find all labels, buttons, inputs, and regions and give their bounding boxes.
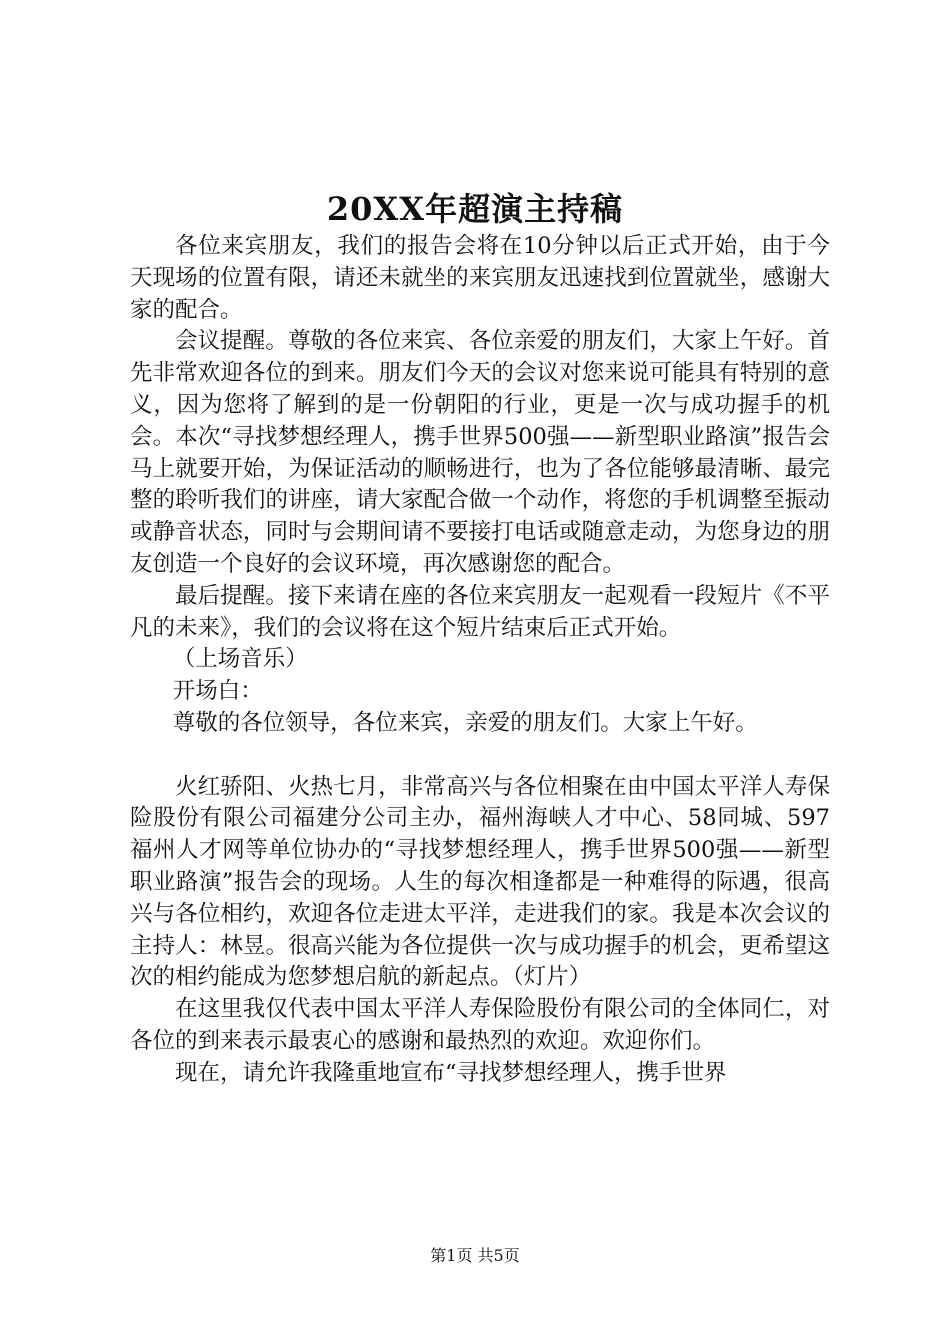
paragraph: 各位来宾朋友，我们的报告会将在10分钟以后正式开始，由于今天现场的位置有限，请还未就坐的来宾朋友迅速找到位置就坐，感谢大家的配合。 xyxy=(130,233,830,323)
paragraph: 在这里我仅代表中国太平洋人寿保险股份有限公司的全体同仁，对各位的到来表示最衷心的感谢和最热烈的欢迎。欢迎你们。 xyxy=(130,996,830,1054)
paragraph: 尊敬的各位领导，各位来宾，亲爱的朋友们。大家上午好。 xyxy=(172,709,758,736)
paragraph: 火红骄阳、火热七月，非常高兴与各位相聚在由中国太平洋人寿保险股份有限公司福建分公司主办，福州海峡人才中心、58同城、597福州人才网等单位协办的“寻找梦想经理人，携手世界500强——新型职业路演”报告会的现场。人生的每次相逢都是一种难得的际遇，很高兴与各位相约，欢迎各位走进太平洋，走进我们的家。我是本次会议的主持人：林昱。很高兴能为各位提供一次与成功握手的机会，更希望这次的相约能成为您梦想启航的新起点。（灯片） xyxy=(130,773,830,991)
page-footer: 第1页 共5页 xyxy=(430,1246,520,1265)
paragraph: （上场音乐） xyxy=(172,646,308,673)
document-body xyxy=(130,231,830,1090)
paragraph: 开场白： xyxy=(172,678,263,705)
paragraph: 最后提醒。接下来请在座的各位来宾朋友一起观看一段短片《不平凡的未来》，我们的会议将在这个短片结束后正式开始。 xyxy=(130,582,830,641)
document-title: 20XX年超演主持稿 xyxy=(326,190,624,228)
paragraph: 会议提醒。尊敬的各位来宾、各位亲爱的朋友们，大家上午好。首先非常欢迎各位的到来。朋友们今天的会议对您来说可能具有特别的意义，因为您将了解到的是一份朝阳的行业，更是一次与成功握手的机会。本次“寻找梦想经理人，携手世界500强——新型职业路演”报告会马上就要开始，为保证活动的顺畅进行，也为了各位能够最清晰、最完整的聆听我们的讲座，请大家配合做一个动作，将您的手机调整至振动或静音状态，同时与会期间请不要接打电话或随意走动，为您身边的朋友创造一个良好的会议环境，再次感谢您的配合。 xyxy=(130,328,830,577)
blank-line xyxy=(130,740,830,772)
paragraph: 现在，请允许我隆重地宣布“寻找梦想经理人，携手世界 xyxy=(175,1059,727,1086)
